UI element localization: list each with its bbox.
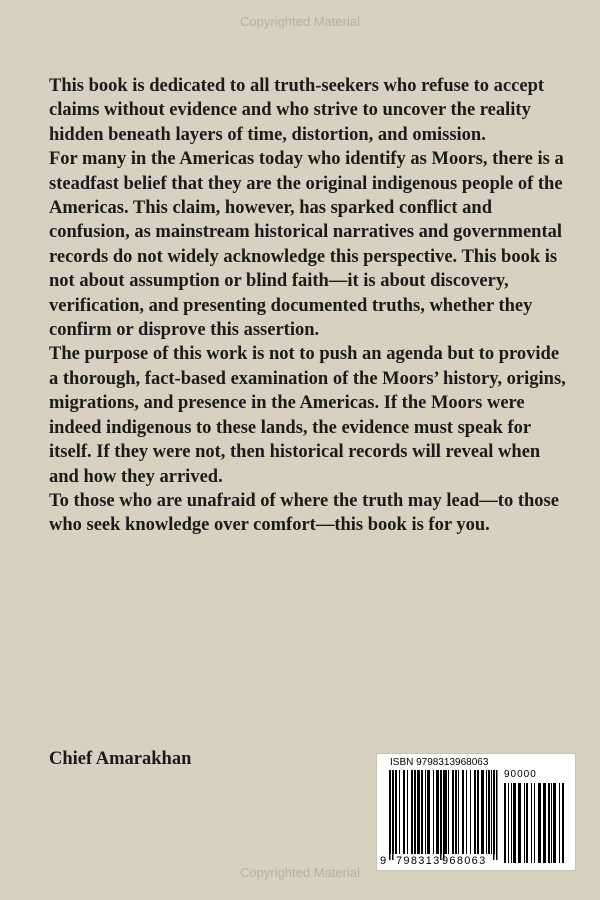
isbn-label: ISBN 9798313968063 <box>390 757 489 768</box>
watermark-bottom: Copyrighted Material <box>240 865 360 880</box>
dedication-text <box>49 74 569 538</box>
barcode-addon-digits: 90000 <box>504 769 537 780</box>
barcode-first-digit: 9 <box>380 855 388 867</box>
paragraph-closing: To those who are unafraid of where the truth may lead—to those who seek knowledge over comfort—this book is for you. <box>49 490 559 536</box>
paragraph-purpose: The purpose of this work is not to push an agenda but to provide a thorough, fact-based examination of the Moors’ history, origins, migrations, and presence in the Americas. If the Moors were indeed indigenous to these lands, the evidence must speak for itself. If they were not, then historical records will reveal when and how they arrived. <box>49 344 566 487</box>
paragraph-dedication: This book is dedicated to all truth-seekers who refuse to accept claims without evidence and who strive to uncover the reality hidden beneath layers of time, distortion, and omission. <box>49 76 545 145</box>
watermark-top: Copyrighted Material <box>240 14 360 29</box>
barcode-right-digits: 968063 <box>442 855 487 867</box>
barcode-left-digits: 798313 <box>396 855 441 867</box>
barcode-bars <box>377 754 575 870</box>
paragraph-moors-belief: For many in the Americas today who identify as Moors, there is a steadfast belief that they are the original indigenous people of the Americas. This claim, however, has sparked conflict and confusion, as mainstream historical narratives and governmental records do not widely acknowledge this perspective. This book is not about assumption or blind faith—it is about discovery, verification, and presenting documented truths, whether they confirm or disprove this assertion. <box>49 149 564 341</box>
author-signature: Chief Amarakhan <box>49 749 192 769</box>
isbn-barcode <box>376 753 576 871</box>
